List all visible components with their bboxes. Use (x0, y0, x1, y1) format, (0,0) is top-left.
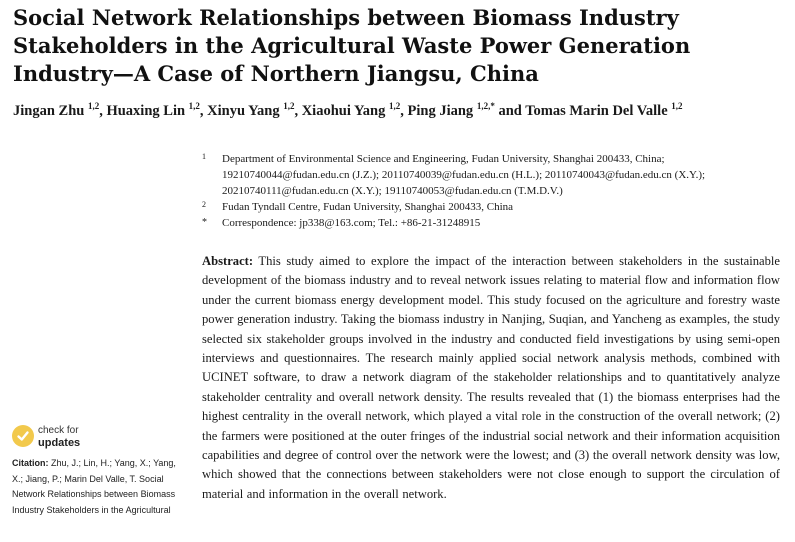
abstract-label: Abstract: (202, 254, 254, 268)
affiliation-1 (202, 151, 787, 199)
author-affiliation-marker: 1,2,* (476, 101, 495, 112)
abstract-text: This study aimed to explore the impact of the interaction between stakeholders in the sustainable development of the biomass industry and to reveal network issues relating to material flow and information flow under the current biomass energy development model. This study focused on the agriculture and forestry waste power generation industry. Taking the biomass industry in Nanjing, Suqian, and Yancheng as examples, the study selected six stakeholder groups involved in the industry and conducted field investigations by using semi-open interviews and questionnaires. The research mainly applied social network analysis methods, combined with UCINET software, to draw a network diagram of the stakeholder relationships and to quantitatively analyze stakeholder centrality and overall network density. The results revealed that (1) the biomass enterprises had the highest centrality in the overall network, which played a vital role in the construction of the overall network; (2) the farmers were positioned at the outer fringes of the industrial social network and their information acquisition capabilities and degree of control over the network were the lowest; and (3) the overall network density was low, which showed that the connections between stakeholders were not close enough to support the circulation of material and information in the overall network. (202, 254, 780, 501)
author-name: Xinyu Yang (207, 103, 280, 119)
author-affiliation-marker: 1,2 (389, 101, 401, 112)
author-affiliation-marker: 1,2 (87, 101, 100, 112)
author-separator: , (199, 103, 208, 119)
affiliation-2 (202, 199, 787, 215)
author-separator: , (400, 103, 408, 119)
affiliation-text: Department of Environmental Science and Engineering, Fudan University, Shanghai 200433, China; 19210740044@fudan.edu.cn (J.Z.); 20110740039@fudan.edu.cn (H.L.); 20110740043@fudan.edu.cn (X.Y.); 20210740111@fudan.edu.cn (X.Y.); 19110740053@fudan.edu.cn (T.M.D.V.) (222, 153, 706, 197)
author-separator: , (294, 103, 302, 119)
author-name: Huaxing Lin (106, 103, 186, 119)
author-name: Xiaohui Yang (301, 103, 386, 119)
author-name: Tomas Marin Del Valle (525, 103, 668, 119)
affiliation-marker: * (202, 217, 207, 228)
affiliation-marker: 2 (202, 200, 206, 209)
author-affiliation-marker: 1,2 (671, 101, 683, 112)
author-name: Ping Jiang (407, 103, 474, 119)
author-affiliation-marker: 1,2 (188, 101, 200, 112)
author-separator: , (99, 103, 107, 119)
affiliation-marker: 1 (202, 152, 206, 161)
check-for-updates-button[interactable] (12, 421, 80, 451)
check-for-updates-label (38, 423, 80, 449)
author-list (13, 101, 788, 121)
affiliation-text: Correspondence: jp338@163.com; Tel.: +86-21-31248915 (222, 217, 481, 229)
author-separator: and (494, 103, 526, 119)
author-name: Jingan Zhu (13, 103, 85, 119)
updates-label: updates (38, 437, 81, 449)
affiliations (202, 151, 787, 231)
abstract (202, 252, 780, 504)
correspondence (202, 215, 787, 231)
check-for-label: check for (38, 425, 79, 436)
paper-title: Social Network Relationships between Biomass Industry Stakeholders in the Agricultural Waste Power Generation Industry—A Case of Northern Jiangsu, China (13, 5, 691, 86)
check-badge-icon (12, 425, 34, 447)
affiliation-text: Fudan Tyndall Centre, Fudan University, Shanghai 200433, China (222, 201, 514, 213)
author-affiliation-marker: 1,2 (283, 101, 295, 112)
citation-label: Citation: (12, 458, 49, 468)
citation (12, 456, 187, 518)
citation-text: Zhu, J.; Lin, H.; Yang, X.; Yang, X.; Jiang, P.; Marin Del Valle, T. Social Network Relationships between Biomass Industry Stakeholders in the Agricultural (12, 458, 176, 515)
